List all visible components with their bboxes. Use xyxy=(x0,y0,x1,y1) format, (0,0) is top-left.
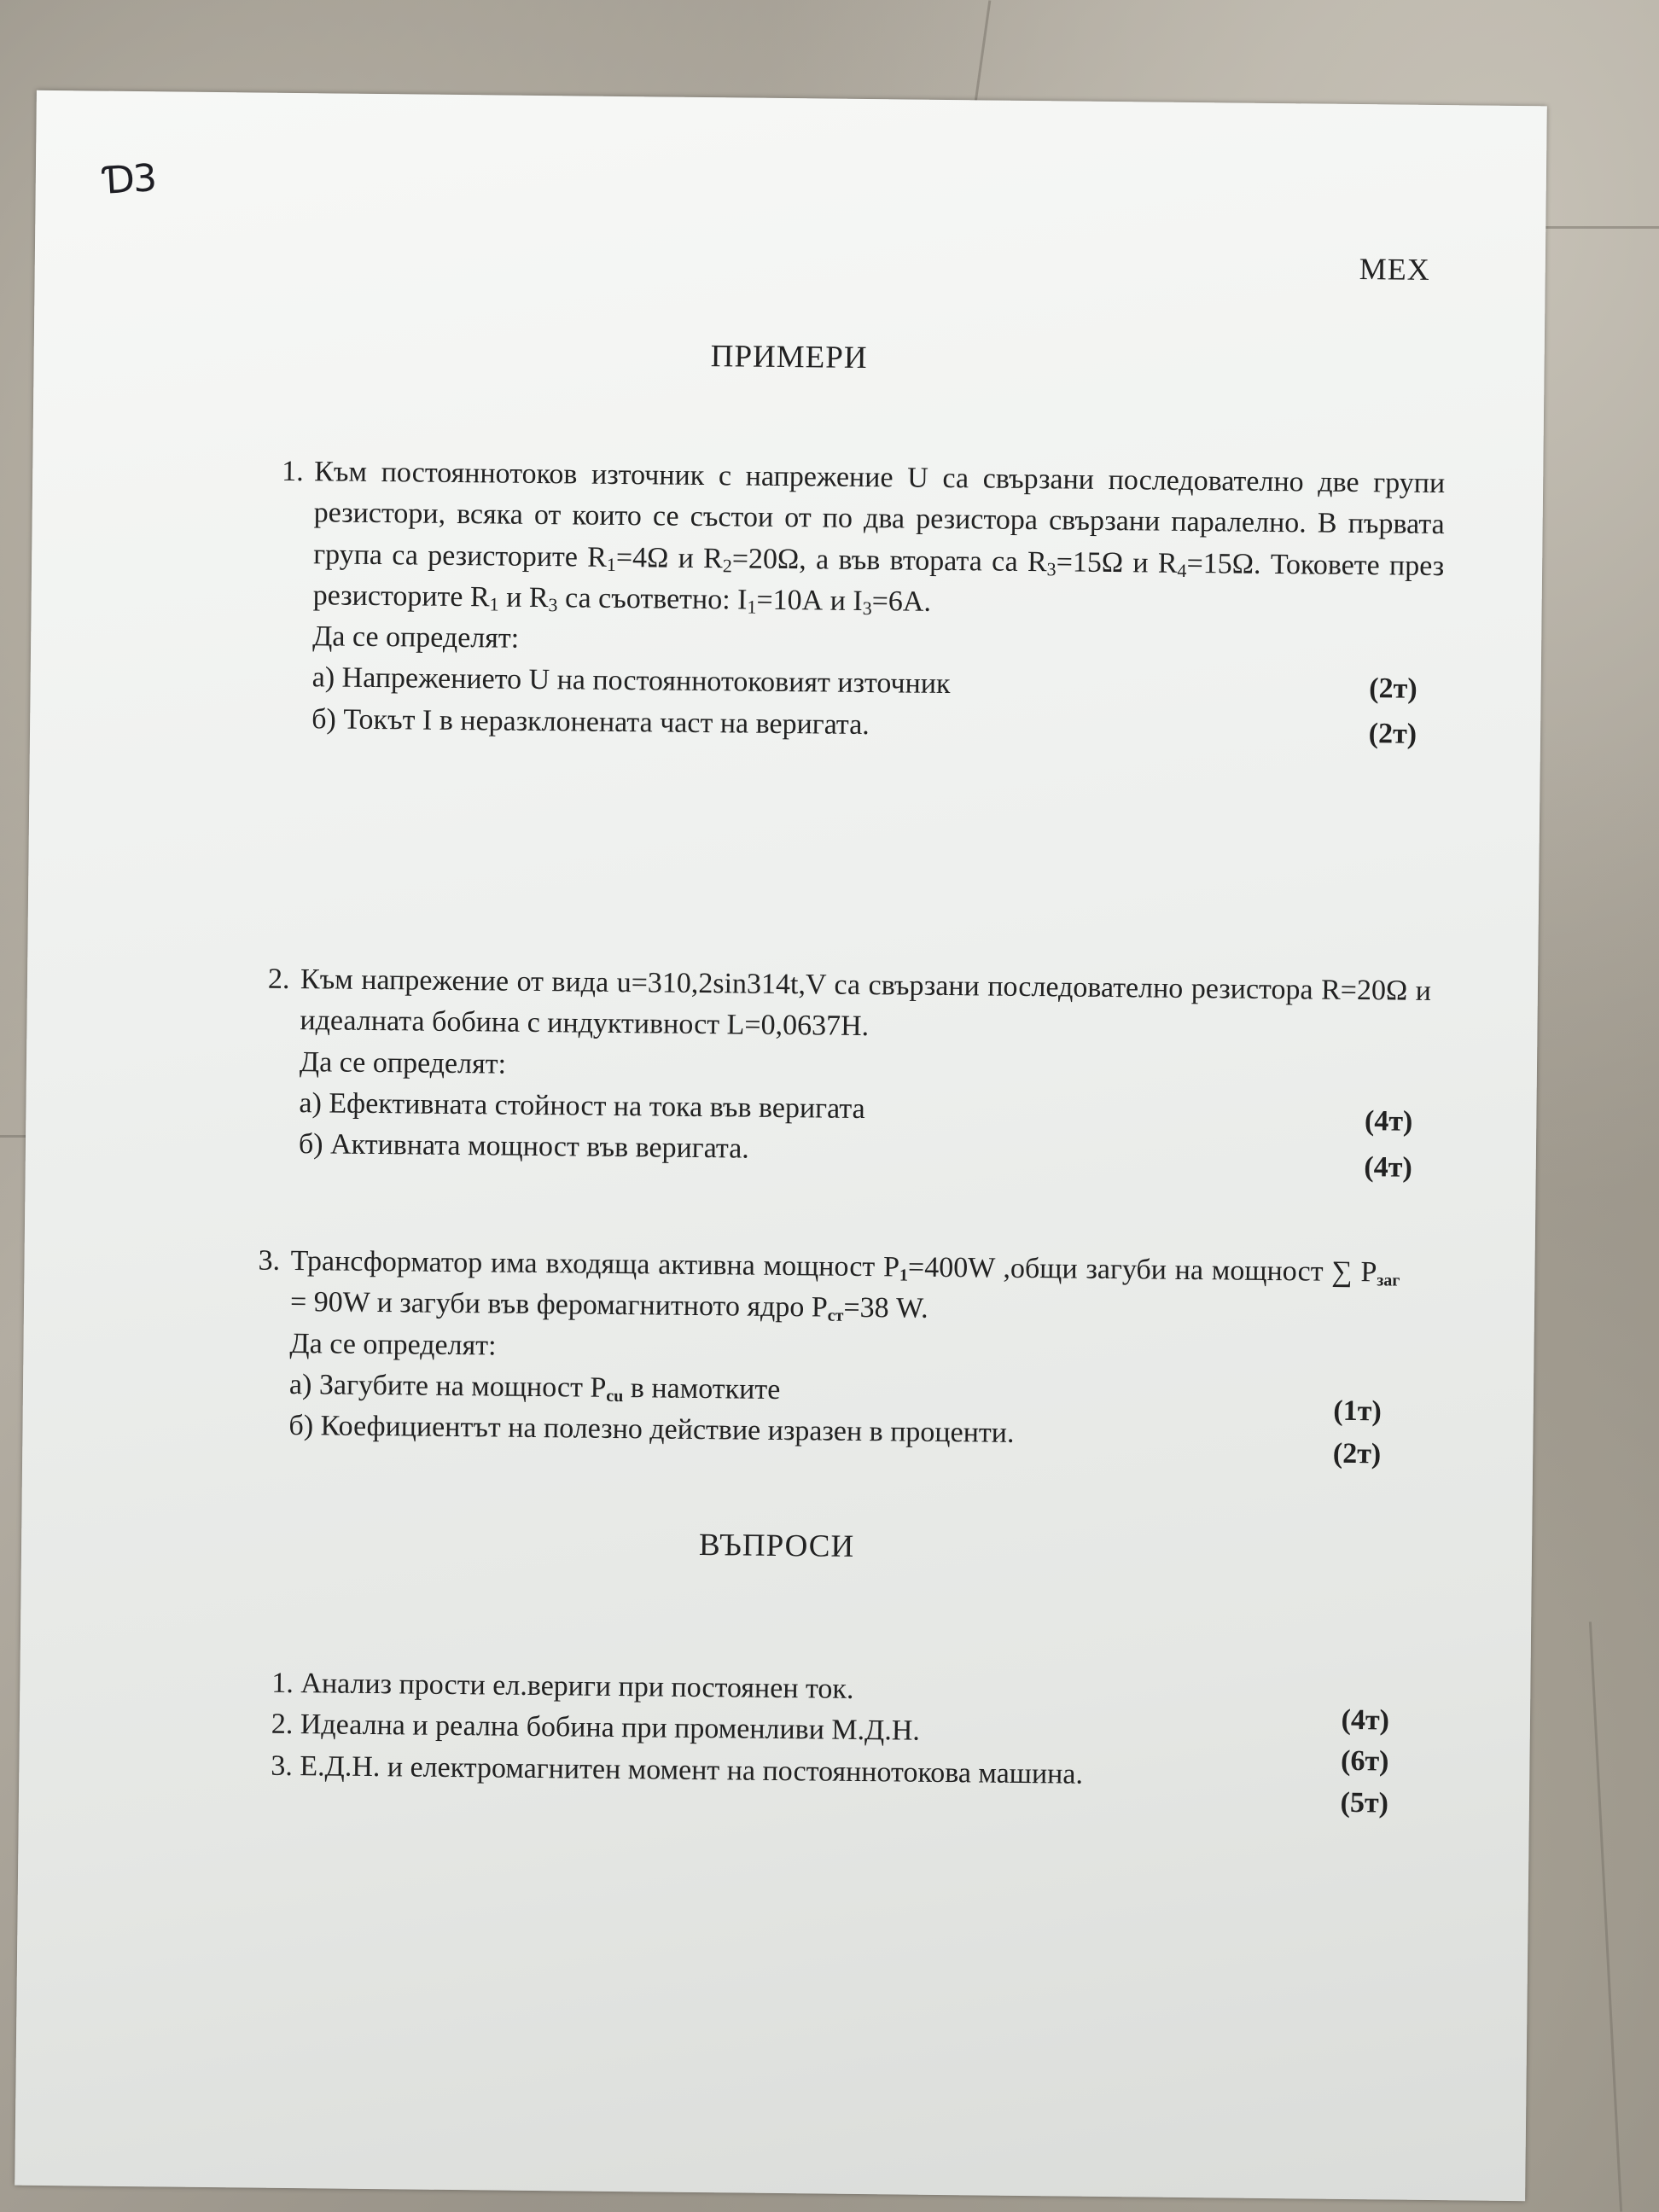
points-label: (2т) xyxy=(1368,717,1417,750)
subtask-text: б) Токът I в неразклонената част на веригата. xyxy=(311,702,870,741)
problem-3 xyxy=(258,1241,1400,1470)
points-label: (4т) xyxy=(1364,1104,1413,1138)
problem-prompt: Да се определят: xyxy=(299,1045,507,1080)
points-label: (5т) xyxy=(1340,1786,1389,1819)
problem-prompt: Да се определят: xyxy=(312,620,520,655)
problem-statement: Към постояннотоков източник с напрежение U са свързани последователно две групи резистори, всяка от които се състои от по два резистора свързани паралелно. В първата група са резисторите $R_1=4\Omega$ и $R_2=20\Omega$, а във втората са $R_3=15\Omega$ и $R_4=15\Omega$. Токовете през резисторите $R_1$ и $R_3$ са съответно: $I_1=10А$ и $I_3=6А$. xyxy=(312,456,1446,619)
question-text: 2. Идеална и реална бобина при променливи М.Д.Н. xyxy=(271,1708,921,1748)
floor-seam xyxy=(1589,1621,1622,2211)
subtask-text: б) Коефициентът на полезно действие изразен в проценти. xyxy=(288,1410,1015,1449)
subtask-text: а) Ефективната стойност на тока във веригата xyxy=(299,1086,865,1125)
problem-prompt: Да се определят: xyxy=(289,1327,497,1362)
points-label: (2т) xyxy=(1369,672,1417,706)
problem-1 xyxy=(282,451,1446,752)
exam-sheet xyxy=(15,90,1547,2201)
subtask-text: а) Загубите на мощност $P_{cu}$ в намотките xyxy=(288,1368,781,1406)
floor-seam xyxy=(1536,226,1659,229)
points-label: (4т) xyxy=(1364,1151,1412,1184)
subtask-text: б) Активната мощност във веригата. xyxy=(298,1128,749,1165)
handwritten-sheet-number: Ɗ3 xyxy=(102,156,157,203)
problem-number: 1. xyxy=(282,455,304,488)
examples-title: ПРИМЕРИ xyxy=(710,339,868,376)
problem-statement: Трансформатор има входяща активна мощност $P_1=400W$ ,общи загуби на мощност ∑ $P_{заг} = 90W$ и загуби във феромагнитното ядро $P_{ст}=38$ W. xyxy=(289,1244,1400,1326)
problem-2 xyxy=(267,959,1432,1184)
points-label: (6т) xyxy=(1340,1745,1389,1778)
subject-code: МЕХ xyxy=(1359,252,1431,287)
question-text: 1. Анализ прости ел.вериги при постоянен ток. xyxy=(271,1667,854,1705)
questions-list xyxy=(271,1663,1390,1819)
points-label: (2т) xyxy=(1332,1437,1382,1470)
problem-statement: Към напрежение от вида u=310,2sin314t,V са свързани последователно резистора R=20Ω и идеалната бобина с индуктивност L=0,0637H. xyxy=(300,963,1432,1043)
floor-seam xyxy=(0,1135,26,1138)
floor-seam xyxy=(975,0,992,102)
points-label: (4т) xyxy=(1341,1703,1390,1737)
problem-number: 2. xyxy=(267,963,290,995)
problem-number: 3. xyxy=(258,1244,281,1277)
question-text: 3. Е.Д.Н. и електромагнитен момент на постояннотокова машина. xyxy=(271,1749,1084,1790)
questions-title: ВЪПРОСИ xyxy=(698,1528,855,1564)
points-label: (1т) xyxy=(1333,1394,1382,1428)
subtask-text: а) Напрежението U на постояннотоковият източник xyxy=(311,661,951,701)
